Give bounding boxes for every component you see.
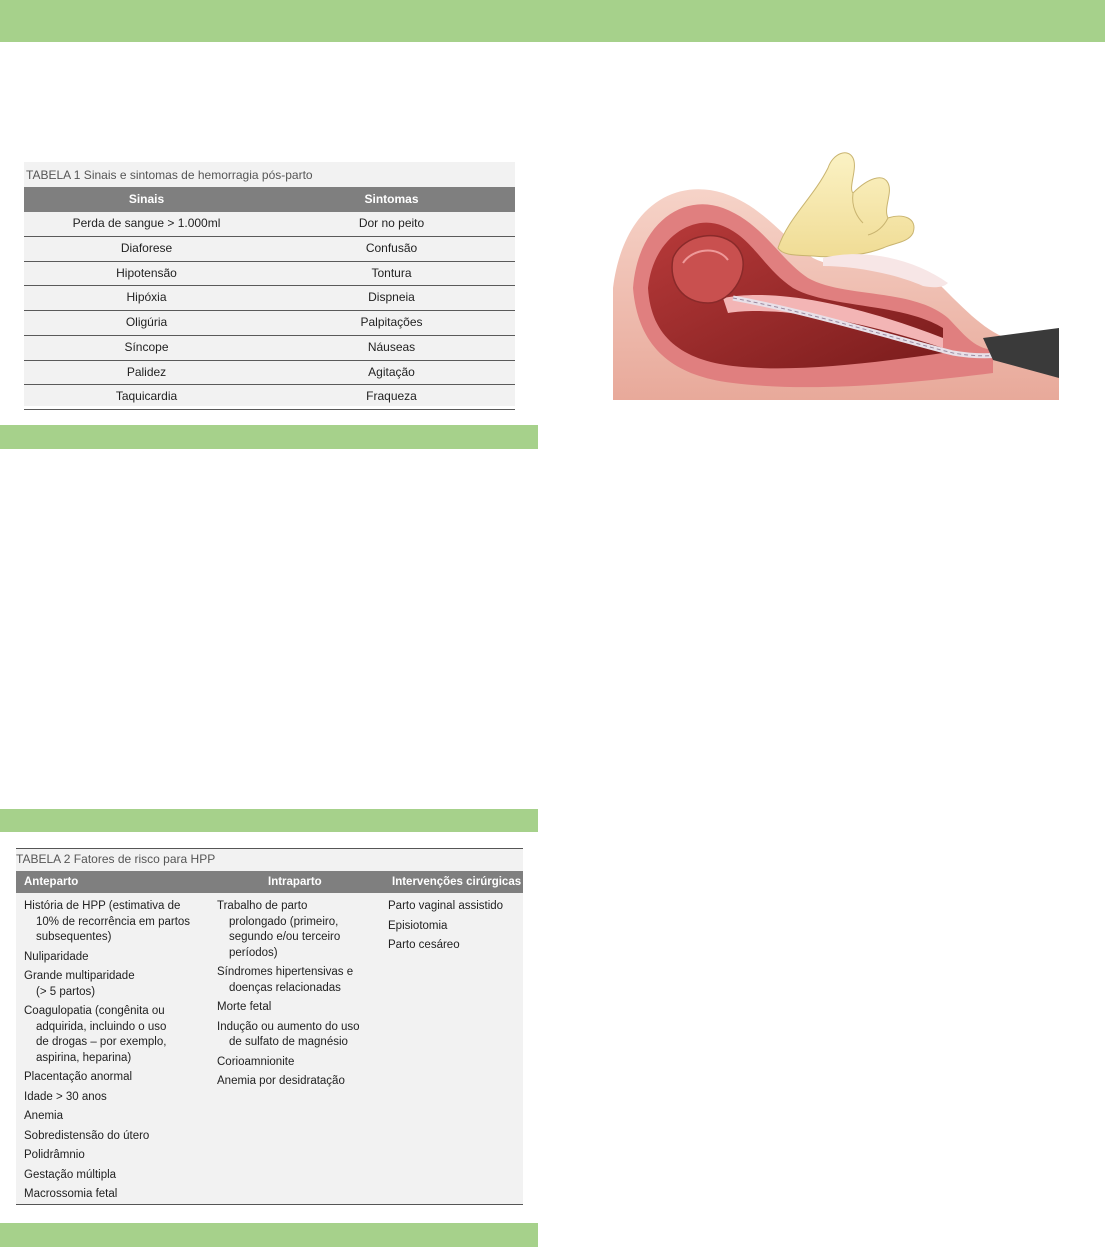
table-row bbox=[24, 311, 515, 336]
list-item-line: 10% de recorrência em partos bbox=[36, 915, 191, 928]
section-divider-bar bbox=[0, 809, 538, 832]
table-cell: Hipóxia bbox=[126, 290, 167, 305]
table-1-header bbox=[24, 187, 515, 212]
list-item-line: segundo e/ou terceiro bbox=[229, 931, 341, 943]
list-item bbox=[217, 899, 382, 961]
list-item bbox=[217, 965, 382, 996]
table-1-caption: TABELA 1 Sinais e sintomas de hemorragia pós-parto bbox=[26, 168, 313, 182]
table-2-column-intraparto bbox=[217, 899, 382, 1094]
list-item bbox=[217, 1074, 382, 1090]
list-item-line: Placentação anormal bbox=[24, 1071, 133, 1083]
table-2-header-intervencoes: Intervenções cirúrgicas bbox=[392, 876, 522, 888]
list-item bbox=[388, 938, 523, 954]
list-item bbox=[24, 950, 214, 966]
list-item bbox=[24, 1168, 214, 1184]
table-cell: Diaforese bbox=[120, 240, 173, 255]
table-cell: Confusão bbox=[365, 240, 418, 255]
list-item-line: Macrossomia fetal bbox=[24, 1188, 118, 1200]
list-item-line: doenças relacionadas bbox=[229, 981, 341, 994]
table-cell: Palidez bbox=[126, 364, 167, 379]
list-item-line: de sulfato de magnésio bbox=[229, 1036, 348, 1048]
table-2-header bbox=[16, 871, 523, 893]
table-cell: Dor no peito bbox=[358, 216, 425, 230]
table-2-header-anteparto: Anteparto bbox=[24, 876, 79, 888]
list-item-line: Anemia bbox=[24, 1110, 63, 1122]
list-item bbox=[24, 899, 214, 946]
list-item-line: Síndromes hipertensivas e bbox=[217, 966, 354, 978]
list-item bbox=[388, 919, 523, 935]
table-row bbox=[24, 262, 515, 287]
table-cell: Taquicardia bbox=[115, 389, 178, 404]
list-item-line: adquirida, incluindo o uso bbox=[36, 1020, 167, 1033]
table-row bbox=[24, 361, 515, 386]
list-item bbox=[24, 1109, 214, 1125]
list-item-line: (> 5 partos) bbox=[36, 985, 96, 998]
table-cell: Síncope bbox=[124, 339, 169, 354]
table-cell: Náuseas bbox=[367, 339, 416, 354]
table-cell: Palpitações bbox=[360, 315, 423, 329]
table-1-body bbox=[24, 212, 515, 410]
table-cell: Hipotensão bbox=[116, 265, 177, 280]
list-item-line: Nuliparidade bbox=[24, 950, 89, 963]
list-item-line: Sobredistensão do útero bbox=[24, 1129, 150, 1142]
table-row bbox=[24, 237, 515, 262]
list-item bbox=[24, 1004, 214, 1066]
list-item-line: Parto vaginal assistido bbox=[388, 900, 504, 912]
table-row bbox=[24, 336, 515, 361]
list-item bbox=[24, 1187, 214, 1203]
list-item-line: Episiotomia bbox=[388, 919, 448, 932]
list-item bbox=[24, 1070, 214, 1086]
table-2-risk-factors bbox=[16, 848, 523, 1205]
table-2-column-intervencoes bbox=[388, 899, 523, 958]
uterine-balloon-tamponade-illustration bbox=[613, 138, 1059, 400]
list-item-line: Morte fetal bbox=[217, 1001, 272, 1013]
table-1-header-signs: Sinais bbox=[128, 192, 165, 206]
table-row bbox=[24, 385, 515, 410]
list-item-line: Anemia por desidratação bbox=[217, 1075, 345, 1087]
list-item bbox=[24, 1090, 214, 1106]
table-1-header-symptoms: Sintomas bbox=[364, 192, 419, 206]
list-item-line: aspirina, heparina) bbox=[36, 1051, 132, 1064]
list-item bbox=[217, 1000, 382, 1016]
table-row bbox=[24, 212, 515, 237]
list-item bbox=[24, 969, 214, 1000]
list-item-line: períodos) bbox=[229, 946, 278, 959]
list-item-line: Trabalho de parto bbox=[217, 900, 308, 912]
top-green-bar bbox=[0, 0, 1105, 42]
table-cell: Fraqueza bbox=[366, 389, 417, 404]
list-item bbox=[24, 1129, 214, 1145]
table-cell: Oligúria bbox=[125, 315, 168, 329]
table-2-caption: TABELA 2 Fatores de risco para HPP bbox=[16, 852, 216, 866]
list-item-line: Polidrâmnio bbox=[24, 1149, 85, 1161]
list-item-line: Parto cesáreo bbox=[388, 939, 460, 951]
list-item bbox=[217, 1055, 382, 1071]
list-item-line: História de HPP (estimativa de bbox=[24, 900, 181, 912]
list-item-line: subsequentes) bbox=[36, 931, 112, 943]
list-item-line: prolongado (primeiro, bbox=[229, 915, 339, 928]
list-item-line: de drogas – por exemplo, bbox=[36, 1036, 167, 1048]
table-cell: Agitação bbox=[368, 364, 415, 379]
list-item bbox=[24, 1148, 214, 1164]
table-2-header-intraparto: Intraparto bbox=[268, 876, 322, 888]
table-1-signs-symptoms bbox=[24, 162, 515, 406]
list-item-line: Indução ou aumento do uso bbox=[217, 1020, 360, 1033]
table-row bbox=[24, 286, 515, 311]
list-item bbox=[217, 1020, 382, 1051]
list-item-line: Corioamnionite bbox=[217, 1055, 295, 1068]
table-cell: Dispneia bbox=[368, 290, 415, 305]
section-divider-bar bbox=[0, 425, 538, 449]
list-item bbox=[388, 899, 523, 915]
table-cell: Perda de sangue > 1.000ml bbox=[72, 216, 221, 230]
list-item-line: Grande multiparidade bbox=[24, 970, 135, 982]
list-item-line: Coagulopatia (congênita ou bbox=[24, 1005, 165, 1017]
bottom-green-bar bbox=[0, 1223, 538, 1247]
list-item-line: Idade > 30 anos bbox=[24, 1090, 107, 1103]
list-item-line: Gestação múltipla bbox=[24, 1168, 117, 1181]
table-2-column-anteparto bbox=[24, 899, 214, 1207]
table-cell: Tontura bbox=[371, 265, 412, 280]
